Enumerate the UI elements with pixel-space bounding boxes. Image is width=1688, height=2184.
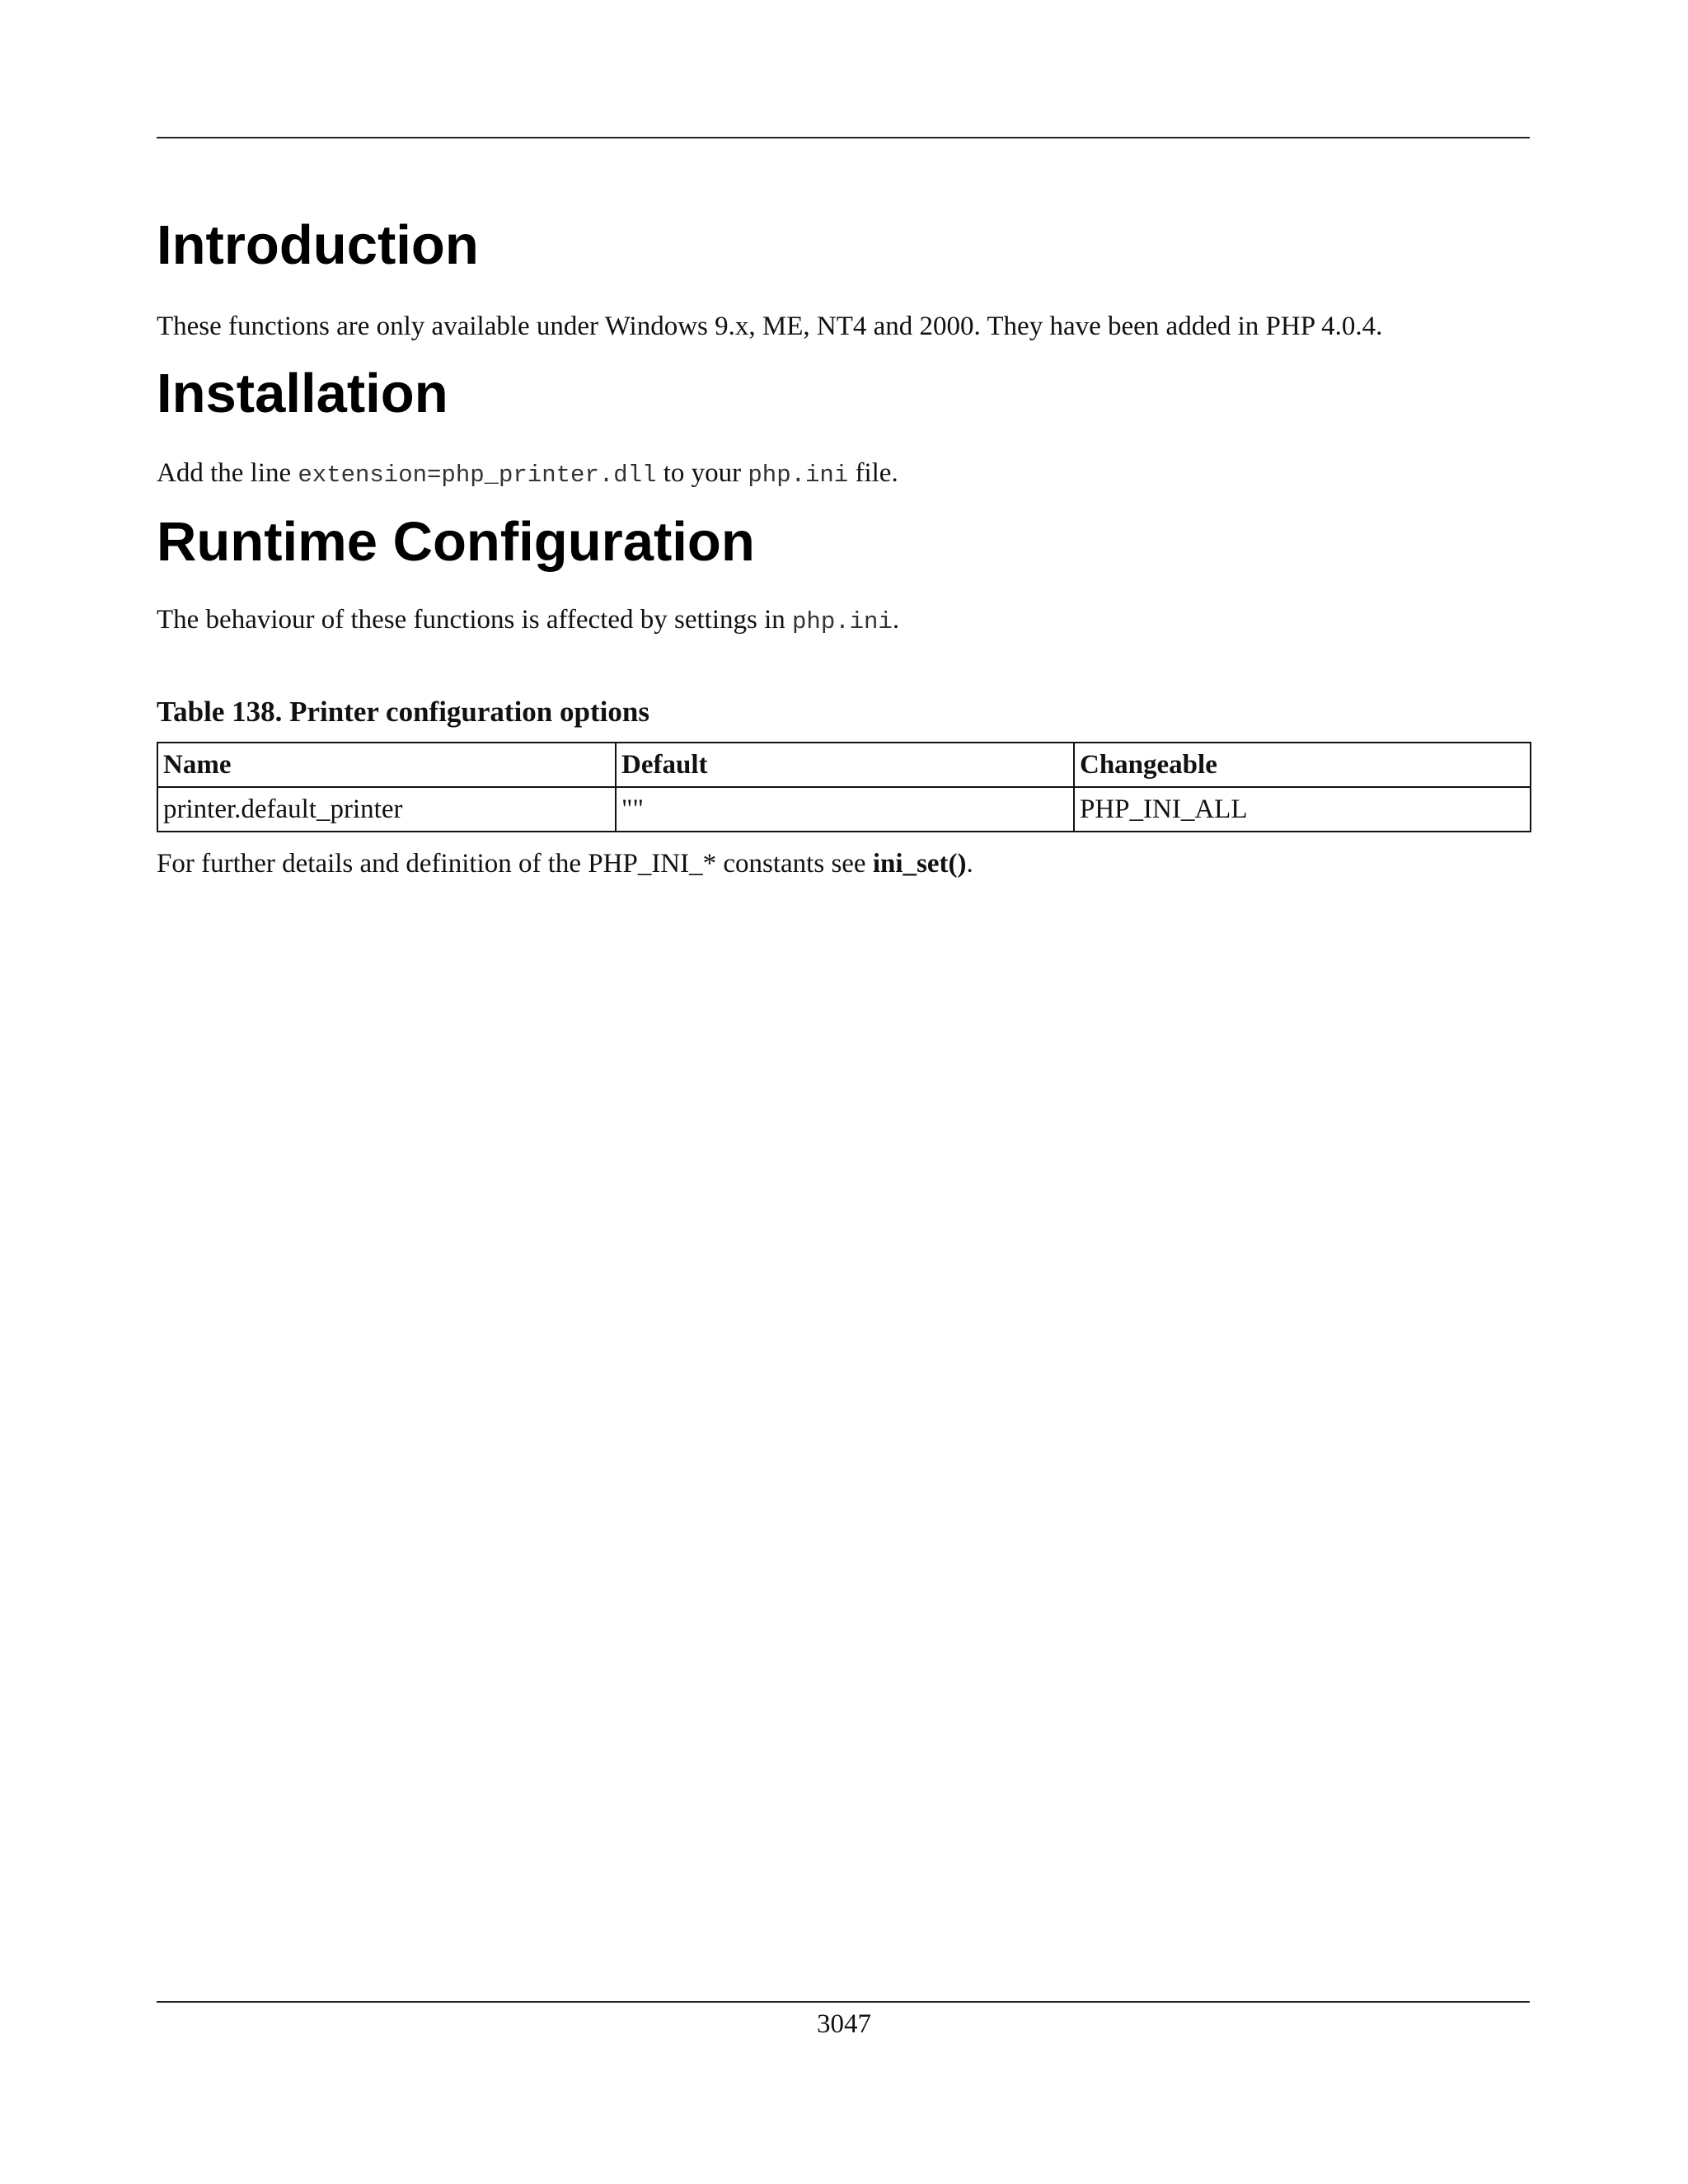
table-title: Table 138. Printer configuration options (157, 696, 649, 728)
installation-text-after: file. (848, 458, 898, 488)
footnote-text (157, 846, 973, 882)
php-ini-code: php.ini (748, 462, 849, 489)
footnote-text-after: . (966, 849, 973, 879)
page-number: 3047 (817, 2009, 871, 2039)
runtime-text-before: The behaviour of these functions is affected by settings in (157, 605, 793, 635)
column-header-changeable: Changeable (1074, 743, 1531, 787)
installation-text (157, 455, 898, 494)
cell-default: "" (616, 787, 1074, 832)
heading-installation: Installation (157, 363, 448, 424)
introduction-text: These functions are only available under Windows 9.x, ME, NT4 and 2000. They have been added in PHP 4.0.4. (157, 312, 1383, 341)
extension-code: extension=php_printer.dll (298, 462, 657, 489)
installation-text-middle: to your (656, 458, 748, 488)
column-header-default: Default (616, 743, 1074, 787)
footnote-text-before: For further details and definition of the PHP_INI_* constants see (157, 849, 873, 879)
column-header-name: Name (157, 743, 616, 787)
footer-rule (157, 2001, 1530, 2003)
installation-text-before: Add the line (157, 458, 298, 488)
cell-name: printer.default_printer (157, 787, 616, 832)
table-header-row (157, 743, 1531, 787)
table-row (157, 787, 1531, 832)
heading-runtime-configuration: Runtime Configuration (157, 511, 755, 573)
runtime-php-ini-code: php.ini (792, 608, 893, 635)
ini-set-link[interactable]: ini_set() (872, 849, 967, 879)
printer-config-table (157, 742, 1531, 832)
heading-introduction: Introduction (157, 214, 479, 276)
runtime-text (157, 602, 899, 640)
runtime-text-after: . (892, 605, 900, 635)
header-rule (157, 137, 1530, 138)
cell-changeable: PHP_INI_ALL (1074, 787, 1531, 832)
